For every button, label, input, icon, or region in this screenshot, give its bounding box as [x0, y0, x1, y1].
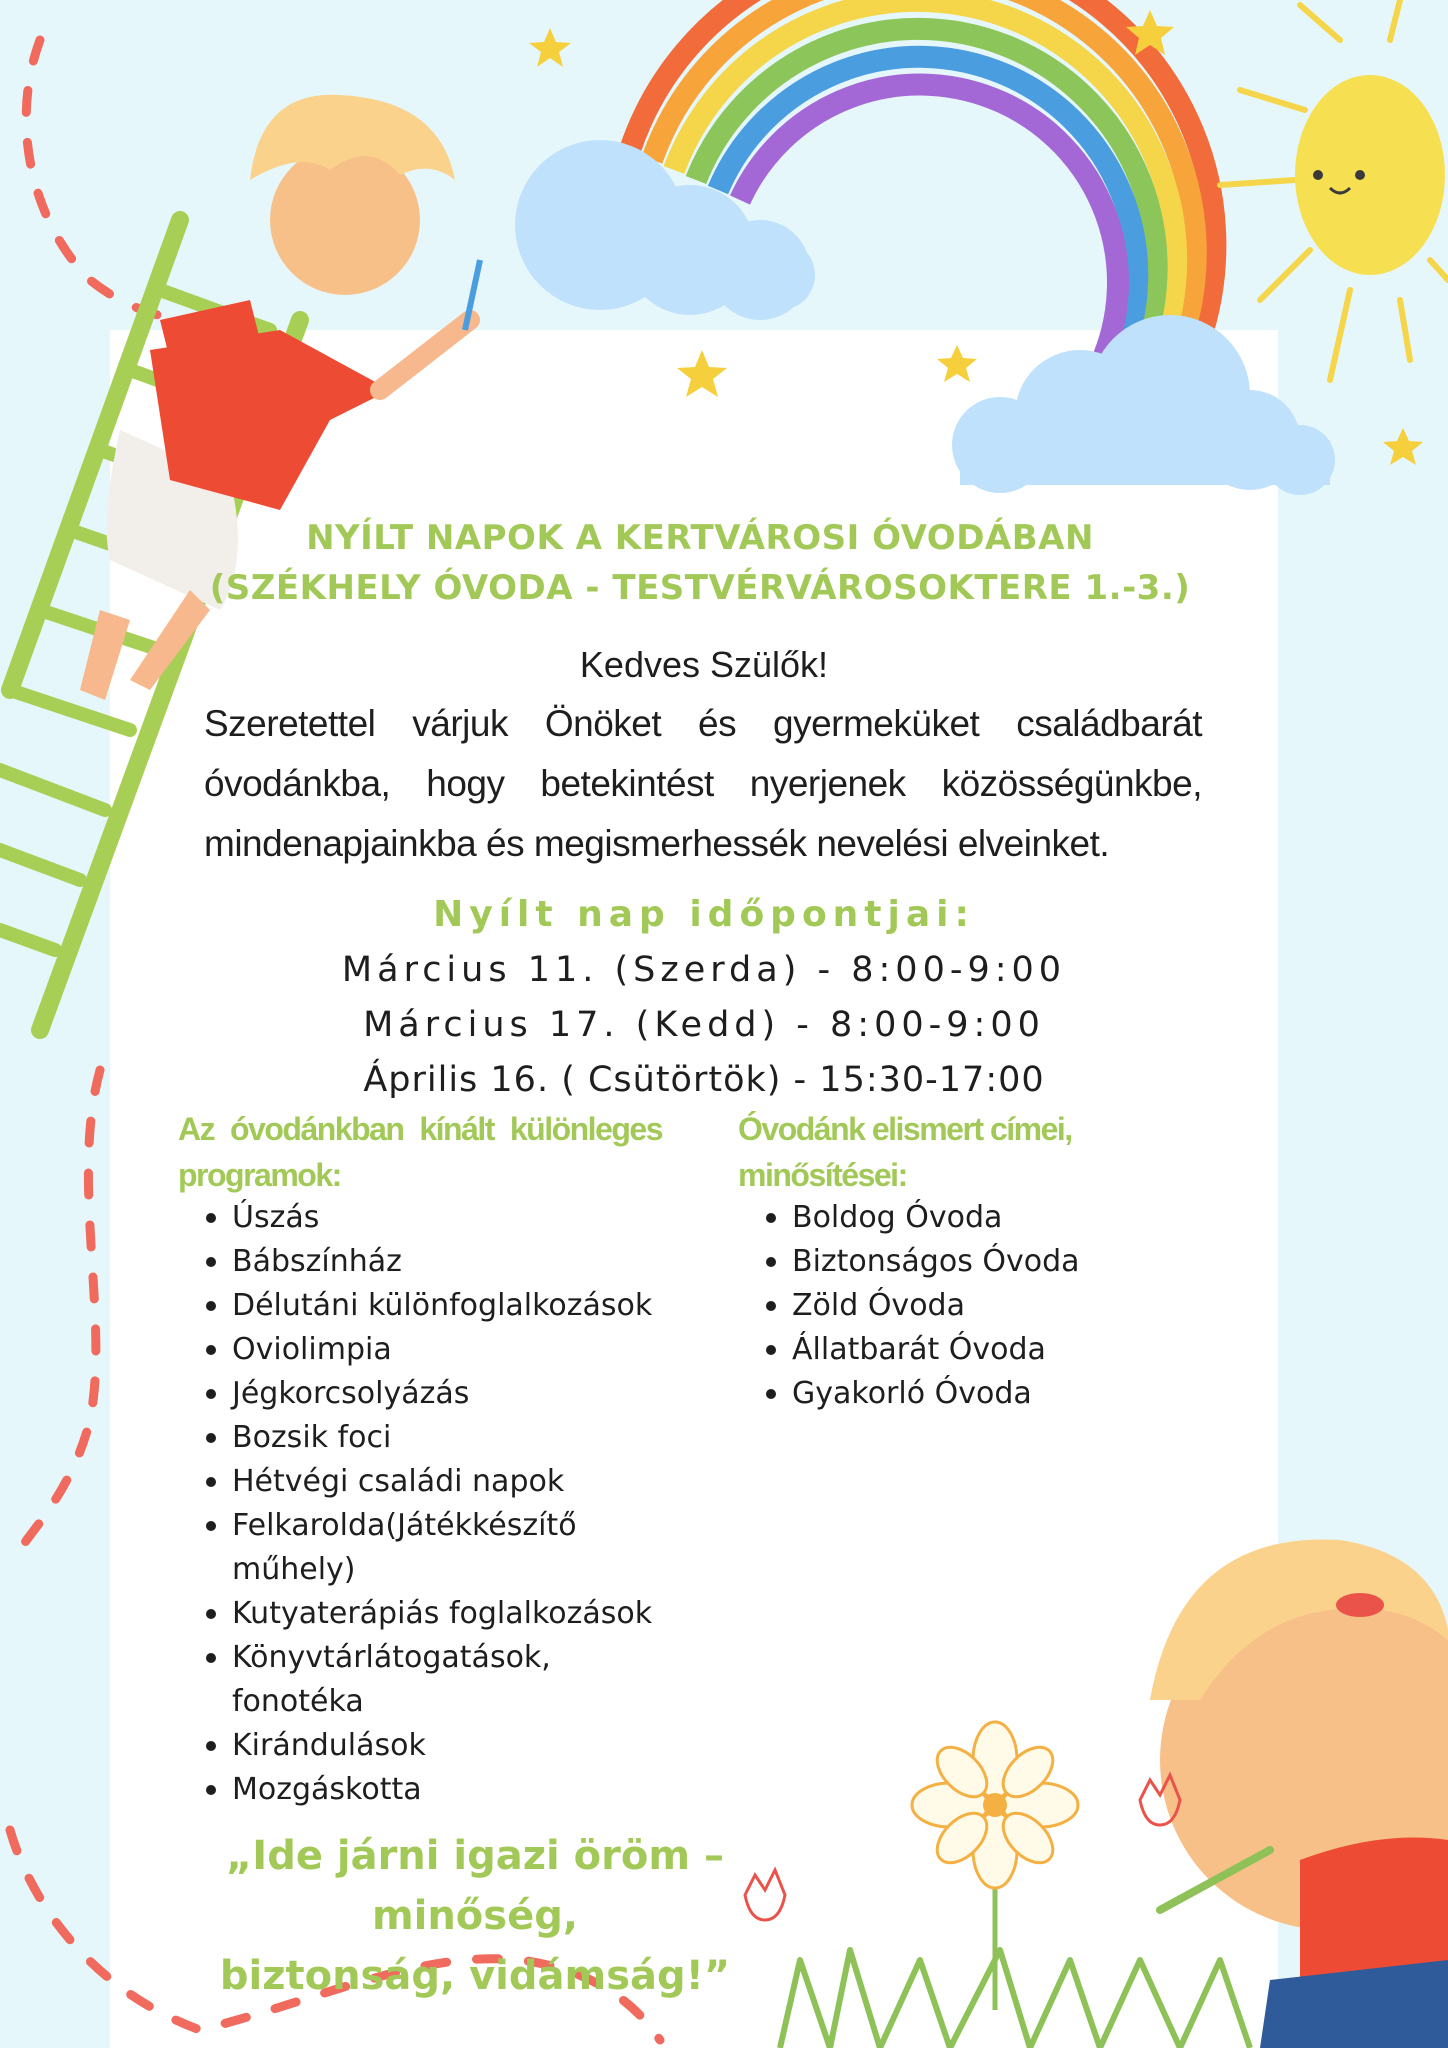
list-item-label: Bábszínház	[232, 1244, 402, 1279]
open-day-date: Március 17. (Kedd) - 8:00-9:00	[363, 1005, 1045, 1045]
bullet-icon	[766, 1213, 776, 1223]
bullet-icon	[206, 1741, 216, 1751]
bullet-icon	[206, 1257, 216, 1267]
list-item	[738, 1284, 1178, 1328]
list-item-label: Kirándulások	[232, 1728, 426, 1763]
list-item-label: Felkarolda(Játékkészítő műhely)	[232, 1508, 577, 1587]
slogan-line2: biztonság, vidámság!”	[219, 1953, 731, 1999]
cloud-illustration-right	[952, 315, 1335, 495]
list-item-label: Jégkorcsolyázás	[232, 1376, 470, 1411]
list-item-label: Úszás	[232, 1200, 320, 1235]
list-item-label: Biztonságos Óvoda	[792, 1244, 1080, 1279]
boy-illustration	[80, 95, 480, 700]
list-item	[178, 1724, 678, 1768]
bullet-icon	[766, 1301, 776, 1311]
list-item	[178, 1372, 678, 1416]
bullet-icon	[206, 1345, 216, 1355]
list-item	[178, 1504, 577, 1592]
dashed-path-illustration-lower	[15, 1070, 100, 1560]
list-item	[178, 1240, 678, 1284]
intro-paragraph: Szeretettel várjuk Önöket és gyermeküket családbarát óvodánkba, hogy betekintést nyerjenek közösségünkbe, mindenapjainkba és megismerhessék nevelési elveinket.	[204, 703, 1202, 864]
list-item-label: Könyvtárlátogatások, fonotéka	[232, 1640, 551, 1719]
open-day-date: Március 11. (Szerda) - 8:00-9:00	[341, 950, 1067, 990]
list-item	[178, 1636, 572, 1724]
open-day-date: Április 16. ( Csütörtök) - 15:30-17:00	[363, 1060, 1045, 1100]
programs-list	[178, 1196, 678, 1812]
greeting: Kedves Szülők!	[579, 644, 829, 685]
list-item	[738, 1328, 1178, 1372]
bullet-icon	[206, 1389, 216, 1399]
list-item	[178, 1460, 678, 1504]
rainbow-illustration	[630, 0, 1215, 365]
open-days-heading: Nyílt nap időpontjai:	[433, 894, 975, 935]
list-item-label: Boldog Óvoda	[792, 1200, 1003, 1235]
list-item-label: Délutáni különfoglalkozások	[232, 1288, 653, 1323]
bullet-icon	[206, 1213, 216, 1223]
page-title-line2: (SZÉKHELY ÓVODA - TESTVÉRVÁROSOKTERE 1.-3.)	[209, 568, 1191, 608]
titles-list	[738, 1196, 1178, 1416]
programs-heading: Az óvodánkban kínált különleges programok:	[178, 1111, 662, 1193]
list-item-label: Zöld Óvoda	[792, 1288, 965, 1323]
sun-illustration	[1220, 0, 1448, 380]
girl-illustration	[1150, 1539, 1448, 2048]
bullet-icon	[206, 1477, 216, 1487]
bullet-icon	[766, 1345, 776, 1355]
list-item	[178, 1196, 678, 1240]
list-item-label: Hétvégi családi napok	[232, 1464, 565, 1499]
bullet-icon	[766, 1389, 776, 1399]
list-item	[178, 1592, 678, 1636]
list-item	[178, 1328, 678, 1372]
bullet-icon	[206, 1301, 216, 1311]
list-item	[178, 1416, 678, 1460]
page-title-line1: NYÍLT NAPOK A KERTVÁROSI ÓVODÁBAN	[306, 518, 1094, 558]
list-item-label: Mozgáskotta	[232, 1772, 422, 1807]
titles-heading: Óvodánk elismert címei, minősítései:	[738, 1111, 1072, 1193]
list-item	[738, 1196, 1178, 1240]
list-item-label: Oviolimpia	[232, 1332, 392, 1367]
list-item-label: Kutyaterápiás foglalkozások	[232, 1596, 653, 1631]
list-item	[178, 1284, 678, 1328]
list-item	[178, 1768, 678, 1812]
bullet-icon	[206, 1521, 216, 1531]
list-item-label: Gyakorló Óvoda	[792, 1376, 1032, 1411]
bullet-icon	[766, 1257, 776, 1267]
list-item-label: Bozsik foci	[232, 1420, 392, 1455]
bullet-icon	[206, 1653, 216, 1663]
list-item	[738, 1240, 1178, 1284]
list-item	[738, 1372, 1178, 1416]
slogan	[130, 1826, 820, 2006]
slogan-line1: „Ide járni igazi öröm – minőség,	[226, 1833, 724, 1939]
list-item-label: Állatbarát Óvoda	[792, 1332, 1046, 1367]
bullet-icon	[206, 1785, 216, 1795]
bullet-icon	[206, 1609, 216, 1619]
bullet-icon	[206, 1433, 216, 1443]
